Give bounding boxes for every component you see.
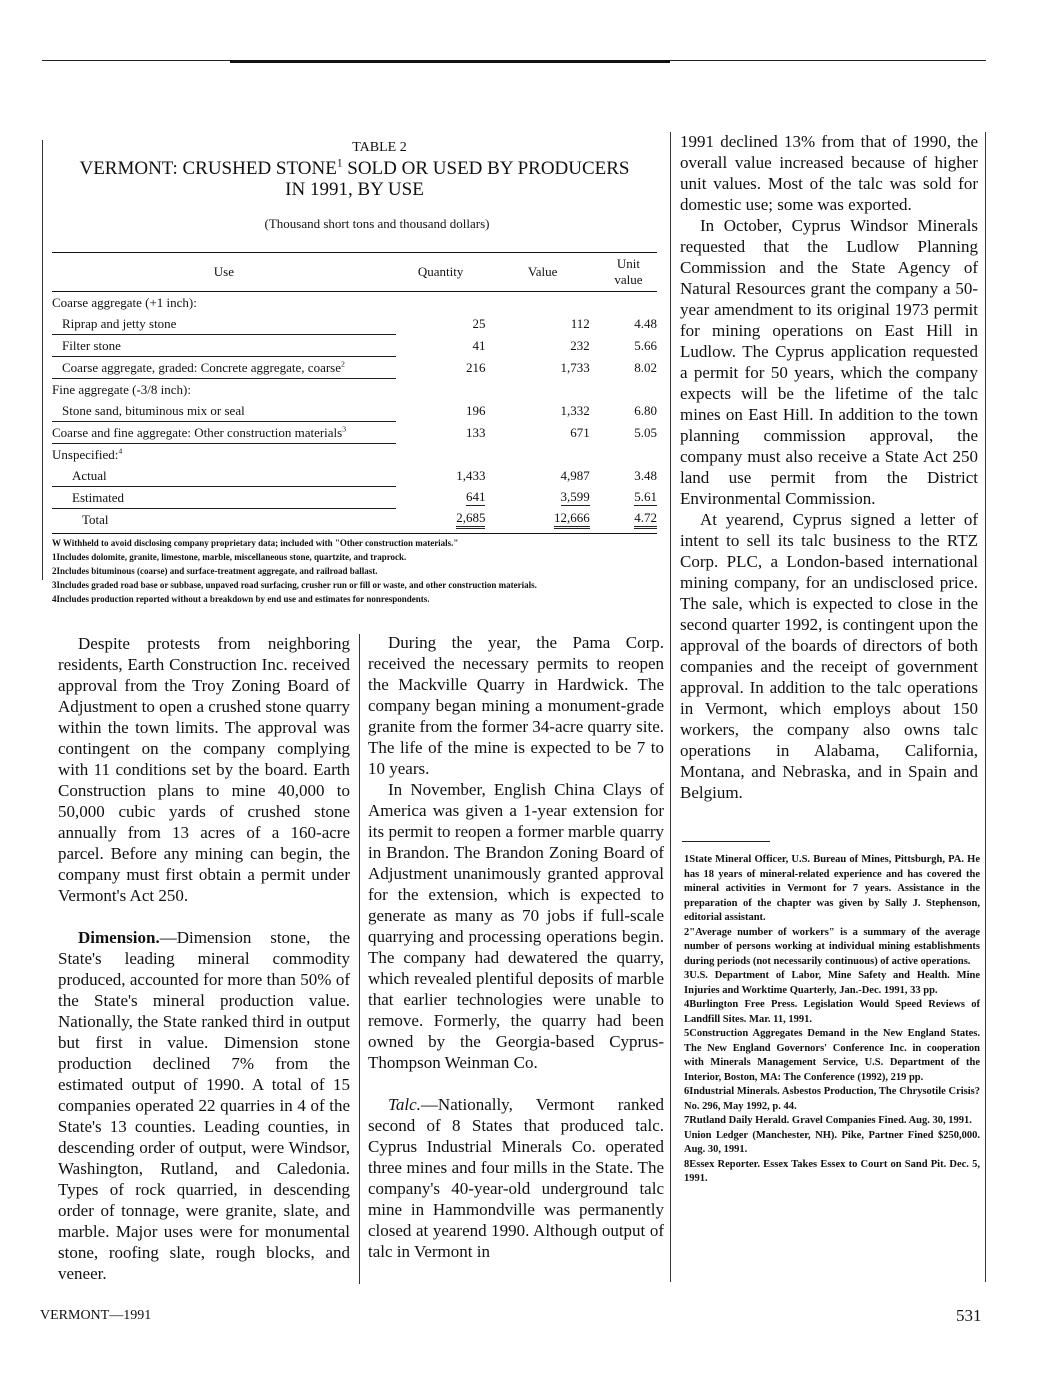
table-row: Coarse aggregate (+1 inch): bbox=[52, 294, 197, 310]
paragraph: 1991 declined 13% from that of 1990, the overall value increased because of higher unit values. Most of the talc was sold for domestic use; some was exported. bbox=[680, 132, 978, 214]
body-column-2 bbox=[368, 632, 664, 1262]
table-row: Estimated 641 3,599 5.61 bbox=[52, 487, 657, 509]
footnote-rule bbox=[682, 841, 770, 842]
footnote: 8Essex Reporter. Essex Takes Essex to Court on Sand Pit. Dec. 5, 1991. bbox=[684, 1158, 980, 1184]
table-row: Actual 1,433 4,987 3.48 bbox=[52, 465, 657, 487]
footnote: Union Ledger (Manchester, NH). Pike, Partner Fined $250,000. Aug. 30, 1991. bbox=[684, 1129, 980, 1155]
table-row: Coarse aggregate, graded: Concrete aggregate, coarse$^2$ 216 1,733 8.02 bbox=[52, 357, 657, 379]
page-number: 531 bbox=[956, 1306, 982, 1325]
paragraph-talc: Talc.—Nationally, Vermont ranked second of 8 States that produced talc. Cyprus Industrial Minerals Co. operated three mines and four mills in the State. The company's 40-year-old underground talc mine in Hammondville was permanently closed at yearend 1990. Although output of talc in Vermont in bbox=[368, 1095, 664, 1261]
table-row-total: Total 2,685 12,666 4.72 bbox=[52, 509, 657, 531]
table-row: Riprap and jetty stone 25 112 4.48 bbox=[52, 313, 657, 335]
table-notes bbox=[52, 533, 657, 606]
col-header-value: Value bbox=[495, 253, 599, 292]
header-rule-accent bbox=[230, 60, 670, 63]
data-table bbox=[52, 252, 657, 531]
col-header-unit-value: Unit value bbox=[600, 253, 657, 292]
col-header-quantity: Quantity bbox=[396, 253, 496, 292]
footnote: 4Burlington Free Press. Legislation Would Speed Reviews of Landfill Sites. Mar. 11, 1991. bbox=[684, 999, 980, 1025]
body-column-3 bbox=[680, 131, 978, 803]
table-row: Fine aggregate (-3/8 inch): bbox=[52, 381, 191, 397]
crushed-stone-table bbox=[52, 140, 657, 606]
table-note: 3Includes graded road base or subbase, unpaved road surfacing, crusher run or fill or waste, and other construction materials. bbox=[52, 579, 537, 590]
table-number: TABLE 2 bbox=[352, 140, 407, 155]
footnote: 7Rutland Daily Herald. Gravel Companies Fined. Aug. 30, 1991. bbox=[684, 1115, 972, 1126]
table-row: Filter stone 41 232 5.66 bbox=[52, 335, 657, 357]
paragraph: In November, English China Clays of America was given a 1-year extension for its permit to reopen a former marble quarry in Brandon. The Brandon Zoning Board of Adjustment unanimously granted approval for the extension, which is expected to generate as many as 70 jobs if full-scale quarrying and processing operations begin. The company had dewatered the quarry, which revealed plentiful deposits of marble that earlier technologies were unable to remove. Formerly, the quarry had been owned by the Georgia-based Cyprus-Thompson Weinman Co. bbox=[368, 780, 664, 1072]
table-title: VERMONT: CRUSHED STONE$^1$ SOLD OR USED BY PRODUCERS IN 1991, BY USE bbox=[79, 157, 630, 200]
table-row: Stone sand, bituminous mix or seal 196 1,332 6.80 bbox=[52, 400, 657, 422]
running-footer: VERMONT—1991 bbox=[40, 1308, 152, 1323]
left-margin-rule bbox=[42, 140, 43, 580]
table-note: W Withheld to avoid disclosing company proprietary data; included with "Other construction materials." bbox=[52, 537, 459, 548]
paragraph: Despite protests from neighboring residents, Earth Construction Inc. received approval from the Troy Zoning Board of Adjustment to open a crushed stone quarry within the town limits. The approval was contingent on the company complying with 11 conditions set by the board. Earth Construction plans to mine 40,000 to 50,000 cubic yards of crushed stone annually from 13 acres of a 160-acre parcel. Before any mining can begin, the company must first obtain a permit under Vermont's Act 250. bbox=[58, 634, 350, 905]
paragraph: At yearend, Cyprus signed a letter of intent to sell its talc business to the RTZ Corp. PLC, a London-based international mining company, for an undisclosed price. The sale, which is expected to close in the second quarter 1992, is contingent upon the approval of the boards of directors of both companies and the receipt of government approval. In addition to the talc operations in Vermont, which employs about 150 workers, the company also owns talc operations in Alabama, California, Montana, and Nebraska, and in Spain and Belgium. bbox=[680, 510, 978, 802]
footnote: 2"Average number of workers" is a summary of the average number of persons working at individual mining establishments during periods (not necessarily continuous) of active operations. bbox=[684, 926, 980, 967]
section-heading-talc: Talc. bbox=[388, 1095, 421, 1114]
table-row: Unspecified:$^4$ bbox=[52, 446, 123, 462]
body-column-1 bbox=[58, 633, 350, 1284]
table-note: 2Includes bituminous (coarse) and surface-treatment aggregate, and railroad ballast. bbox=[52, 565, 378, 576]
table-note: 1Includes dolomite, granite, limestone, marble, miscellaneous stone, quartzite, and traprock. bbox=[52, 551, 407, 562]
right-margin-rule bbox=[985, 132, 986, 1282]
col-header-use: Use bbox=[52, 253, 396, 292]
paragraph-dimension: Dimension.—Dimension stone, the State's leading mineral commodity produced, accounted for more than 50% of the State's mineral production value. Nationally, the State ranked third in output but first in value. Dimension stone production declined 7% from the estimated output of 1990. A total of 15 companies operated 22 quarries in 4 of the State's 13 counties. Leading counties, in descending order of output, were Windsor, Washington, Rutland, and Caledonia. Types of rock quarried, in descending order of tonnage, were granite, slate, and marble. Major uses were for monumental stone, roofing slate, rough blocks, and veneer. bbox=[58, 928, 350, 1283]
footnote: 3U.S. Department of Labor, Mine Safety and Health. Mine Injuries and Worktime Quarterly, Jan.-Dec. 1991, 33 pp. bbox=[684, 970, 980, 996]
paragraph: During the year, the Pama Corp. received the necessary permits to reopen the Mackville Quarry in Hardwick. The company began mining a monument-grade granite from the former 34-acre quarry site. The life of the mine is expected to be 7 to 10 years. bbox=[368, 633, 664, 778]
footnote: 6Industrial Minerals. Asbestos Production, The Chrysotile Crisis? No. 296, May 1992, p. 44. bbox=[684, 1086, 980, 1112]
paragraph: In October, Cyprus Windsor Minerals requested that the Ludlow Planning Commission and the State Agency of Natural Resources grant the company a 50-year amendment to its original 1973 permit for mining operations on East Hill in Ludlow. The Cyprus application requested a permit for 50 years, which the company expects will be the lifetime of the talc mines on East Hill. In addition to the town planning commission approval, the company must also receive a State Act 250 land use permit from the District Environmental Commission. bbox=[680, 216, 978, 508]
column-divider-2 bbox=[670, 132, 671, 1282]
table-row: Coarse and fine aggregate: Other construction materials$^3$ 133 671 5.05 bbox=[52, 422, 657, 444]
table-note: 4Includes production reported without a breakdown by end use and estimates for nonrespondents. bbox=[52, 593, 430, 604]
table-subtitle: (Thousand short tons and thousand dollars) bbox=[264, 216, 490, 231]
footnote: 1State Mineral Officer, U.S. Bureau of Mines, Pittsburgh, PA. He has 18 years of mineral-related experience and has covered the mineral activities in Vermont for 7 years. Assistance in the preparation of the chapter was given by Sally J. Stephenson, editorial assistant. bbox=[684, 854, 980, 923]
column-divider-1 bbox=[359, 634, 360, 1284]
footnote: 5Construction Aggregates Demand in the New England States. The New England Governors' Conference Inc. in cooperation with Minerals Management Service, U.S. Department of the Interior, Boston, MA: The Conference (1992), 219 pp. bbox=[684, 1028, 980, 1083]
section-heading-dimension: Dimension. bbox=[78, 928, 160, 947]
footnotes bbox=[684, 853, 980, 1187]
